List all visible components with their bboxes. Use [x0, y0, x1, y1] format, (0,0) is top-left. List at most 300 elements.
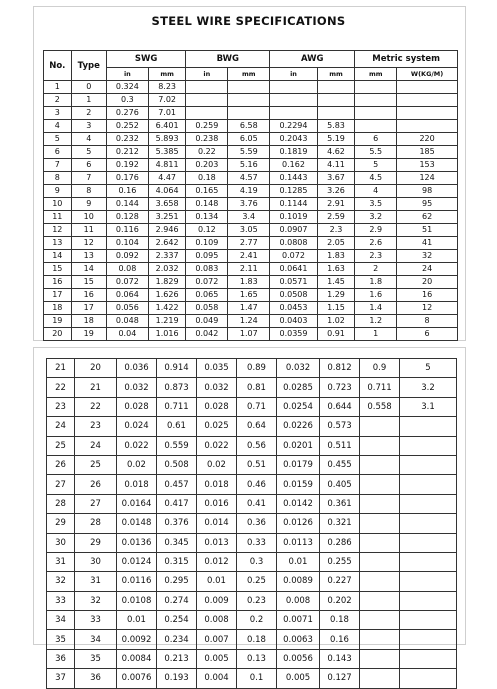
table-row	[44, 211, 458, 224]
table-cell: 153	[397, 159, 458, 172]
table-cell: 5.16	[228, 159, 270, 172]
table-row	[47, 475, 457, 494]
header-awg: AWG	[270, 51, 355, 68]
table-cell: 29	[47, 514, 75, 533]
table-cell: 3	[71, 120, 106, 133]
table-cell: 0.2294	[270, 120, 317, 133]
table-row	[47, 572, 457, 591]
table-cell: 1.4	[355, 302, 397, 315]
table-cell: 34	[47, 611, 75, 630]
table-row	[44, 185, 458, 198]
table-cell	[317, 107, 355, 120]
table-cell: 10	[71, 211, 106, 224]
table-cell	[317, 81, 355, 94]
table-cell: 32	[75, 591, 117, 610]
table-cell: 27	[75, 494, 117, 513]
table-cell: 0.0808	[270, 237, 317, 250]
table-cell: 0.128	[106, 211, 148, 224]
table-cell: 32	[397, 250, 458, 263]
table-cell	[228, 107, 270, 120]
table-cell: 1	[71, 94, 106, 107]
table-cell	[360, 611, 400, 630]
table-cell: 5.893	[148, 133, 186, 146]
table-row	[47, 649, 457, 668]
table-cell: 2.11	[228, 263, 270, 276]
table-cell: 0.072	[270, 250, 317, 263]
table-cell: 1.63	[317, 263, 355, 276]
table-cell: 20	[397, 276, 458, 289]
table-cell: 0.46	[237, 475, 277, 494]
table-cell: 5.83	[317, 120, 355, 133]
table-cell: 32	[47, 572, 75, 591]
table-cell: 0.1443	[270, 172, 317, 185]
table-cell: 2.6	[355, 237, 397, 250]
table-cell: 0.144	[106, 198, 148, 211]
table-cell: 1.83	[317, 250, 355, 263]
table-cell: 0.0285	[277, 378, 320, 397]
table-cell: 0.18	[320, 611, 360, 630]
wire-spec-table-top	[43, 50, 458, 341]
table-cell: 0.065	[186, 289, 228, 302]
table-cell	[360, 436, 400, 455]
table-row	[47, 359, 457, 378]
table-cell: 3.2	[400, 378, 457, 397]
table-cell	[400, 669, 457, 688]
table-cell: 0.0179	[277, 455, 320, 474]
table-cell	[360, 494, 400, 513]
table-cell: 62	[397, 211, 458, 224]
table-cell: 1.47	[228, 302, 270, 315]
table-cell: 1.8	[355, 276, 397, 289]
table-cell: 0.255	[320, 552, 360, 571]
table-row	[47, 591, 457, 610]
table-cell: 0.032	[117, 378, 157, 397]
table-cell: 0.711	[157, 397, 197, 416]
table-cell: 0.009	[197, 591, 237, 610]
table-row	[47, 611, 457, 630]
table-cell: 1.45	[317, 276, 355, 289]
table-cell: 0.558	[360, 397, 400, 416]
table-cell: 0.254	[157, 611, 197, 630]
table-cell: 11	[71, 224, 106, 237]
table-cell: 0.032	[197, 378, 237, 397]
table-cell: 0.0159	[277, 475, 320, 494]
table-cell: 21	[75, 378, 117, 397]
table-cell: 0.508	[157, 455, 197, 474]
table-cell: 0.022	[197, 436, 237, 455]
table-cell: 2.9	[355, 224, 397, 237]
table-cell: 9	[44, 185, 72, 198]
table-cell: 0.33	[237, 533, 277, 552]
table-cell	[360, 630, 400, 649]
table-cell	[360, 475, 400, 494]
table-cell: 2.3	[317, 224, 355, 237]
table-row	[47, 494, 457, 513]
table-cell	[400, 455, 457, 474]
table-cell: 0.056	[106, 302, 148, 315]
page-title: STEEL WIRE SPECIFICATIONS	[151, 14, 346, 28]
table-row	[44, 133, 458, 146]
table-cell: 16	[71, 289, 106, 302]
table-cell: 0.004	[197, 669, 237, 688]
table-row	[47, 455, 457, 474]
table-cell: 24	[47, 417, 75, 436]
table-cell: 17	[71, 302, 106, 315]
table-cell: 0.573	[320, 417, 360, 436]
table-cell: 6	[44, 146, 72, 159]
table-cell: 0.042	[186, 328, 228, 341]
table-cell: 4	[355, 185, 397, 198]
table-cell: 0.0254	[277, 397, 320, 416]
table-cell: 0.812	[320, 359, 360, 378]
table-cell: 0.0226	[277, 417, 320, 436]
table-row	[47, 552, 457, 571]
table-cell	[360, 572, 400, 591]
table-cell: 15	[44, 263, 72, 276]
table-cell: 4.57	[228, 172, 270, 185]
table-cell: 5	[71, 146, 106, 159]
table-cell: 3.251	[148, 211, 186, 224]
table-cell: 0.0136	[117, 533, 157, 552]
table-cell: 7	[44, 159, 72, 172]
table-cell: 26	[47, 455, 75, 474]
table-cell: 2.91	[317, 198, 355, 211]
table-cell: 28	[75, 514, 117, 533]
table-cell: 18	[71, 315, 106, 328]
table-cell: 0.0092	[117, 630, 157, 649]
table-cell	[270, 81, 317, 94]
table-cell	[397, 94, 458, 107]
table-header	[44, 51, 458, 81]
table-cell: 0.2	[237, 611, 277, 630]
table-cell: 0.0063	[277, 630, 320, 649]
table-cell: 0.81	[237, 378, 277, 397]
table-cell: 0.315	[157, 552, 197, 571]
table-row	[44, 328, 458, 341]
table-cell: 14	[44, 250, 72, 263]
table-cell: 0.61	[157, 417, 197, 436]
table-cell: 0.016	[197, 494, 237, 513]
table-cell: 0.095	[186, 250, 228, 263]
table-cell: 30	[47, 533, 75, 552]
table-cell: 0.16	[106, 185, 148, 198]
table-cell: 0.0116	[117, 572, 157, 591]
table-cell: 0.01	[277, 552, 320, 571]
table-cell: 7.01	[148, 107, 186, 120]
table-cell: 20	[44, 328, 72, 341]
table-cell: 6	[397, 328, 458, 341]
table-cell: 0.022	[117, 436, 157, 455]
table-cell: 0.227	[320, 572, 360, 591]
table-cell: 0.0907	[270, 224, 317, 237]
table-row	[44, 172, 458, 185]
table-cell: 124	[397, 172, 458, 185]
table-cell: 0.511	[320, 436, 360, 455]
table-cell: 0.238	[186, 133, 228, 146]
table-cell: 1.2	[355, 315, 397, 328]
table-cell: 0.1	[237, 669, 277, 688]
table-cell: 0.109	[186, 237, 228, 250]
table-cell: 0.0508	[270, 289, 317, 302]
table-cell: 5	[44, 133, 72, 146]
table-cell: 0.276	[106, 107, 148, 120]
table-cell: 0.134	[186, 211, 228, 224]
table-cell: 0.092	[106, 250, 148, 263]
table-cell: 3.4	[228, 211, 270, 224]
table-cell: 0.202	[320, 591, 360, 610]
table-cell: 4.62	[317, 146, 355, 159]
table-cell: 0.143	[320, 649, 360, 668]
table-cell: 0.192	[106, 159, 148, 172]
table-row	[47, 630, 457, 649]
table-cell: 5.19	[317, 133, 355, 146]
table-cell: 0.116	[106, 224, 148, 237]
table-cell	[270, 94, 317, 107]
table-cell: 5	[400, 359, 457, 378]
table-cell: 6.05	[228, 133, 270, 146]
table-cell: 1	[355, 328, 397, 341]
table-row	[47, 533, 457, 552]
table-cell: 25	[47, 436, 75, 455]
table-cell: 1.219	[148, 315, 186, 328]
table-cell: 18	[44, 302, 72, 315]
table-cell: 13	[44, 237, 72, 250]
table-row	[44, 159, 458, 172]
table-cell: 0.457	[157, 475, 197, 494]
table-cell: 11	[44, 211, 72, 224]
table-cell: 3	[44, 107, 72, 120]
table-cell: 4.11	[317, 159, 355, 172]
table-cell: 0.0056	[277, 649, 320, 668]
table-cell: 0.072	[186, 276, 228, 289]
table-cell: 0.2043	[270, 133, 317, 146]
table-cell: 0.0084	[117, 649, 157, 668]
table-cell: 0.0126	[277, 514, 320, 533]
table-body-top	[44, 81, 458, 341]
table-cell	[400, 436, 457, 455]
table-cell: 1.29	[317, 289, 355, 302]
table-cell: 0.083	[186, 263, 228, 276]
subheader-swg-mm: mm	[148, 68, 186, 81]
table-cell: 1.24	[228, 315, 270, 328]
table-cell	[360, 455, 400, 474]
table-cell: 3.05	[228, 224, 270, 237]
table-cell	[317, 94, 355, 107]
table-cell: 0.013	[197, 533, 237, 552]
table-cell: 0.321	[320, 514, 360, 533]
subheader-bwg-mm: mm	[228, 68, 270, 81]
table-cell	[270, 107, 317, 120]
table-cell: 3.658	[148, 198, 186, 211]
table-cell: 22	[75, 397, 117, 416]
table-cell: 0.295	[157, 572, 197, 591]
table-cell: 0.018	[197, 475, 237, 494]
table-cell: 0.252	[106, 120, 148, 133]
table-cell: 0.274	[157, 591, 197, 610]
table-cell: 0.455	[320, 455, 360, 474]
table-cell: 2.41	[228, 250, 270, 263]
table-row	[44, 250, 458, 263]
table-cell: 1.83	[228, 276, 270, 289]
table-cell: 0.56	[237, 436, 277, 455]
table-cell: 1.02	[317, 315, 355, 328]
table-cell: 0.873	[157, 378, 197, 397]
table-cell: 36	[75, 669, 117, 688]
table-cell: 0.3	[237, 552, 277, 571]
table-cell: 0.25	[237, 572, 277, 591]
table-cell: 0.64	[237, 417, 277, 436]
table-cell	[360, 514, 400, 533]
table-cell: 25	[75, 455, 117, 474]
table-cell: 0.723	[320, 378, 360, 397]
table-cell: 0.9	[360, 359, 400, 378]
table-row	[44, 107, 458, 120]
table-cell: 19	[44, 315, 72, 328]
table-cell: 0.1819	[270, 146, 317, 159]
table-cell: 0.08	[106, 263, 148, 276]
table-cell: 24	[75, 436, 117, 455]
table-cell: 6	[71, 159, 106, 172]
table-cell: 0.644	[320, 397, 360, 416]
table-cell: 28	[47, 494, 75, 513]
table-row	[44, 302, 458, 315]
table-cell	[400, 475, 457, 494]
table-cell: 1.829	[148, 276, 186, 289]
table-row	[44, 94, 458, 107]
table-cell	[355, 94, 397, 107]
table-cell: 8.23	[148, 81, 186, 94]
table-cell: 0.049	[186, 315, 228, 328]
subheader-awg-mm: mm	[317, 68, 355, 81]
table-cell: 0.0113	[277, 533, 320, 552]
table-cell: 12	[44, 224, 72, 237]
table-cell: 0.01	[117, 611, 157, 630]
table-cell: 0.04	[106, 328, 148, 341]
table-cell	[400, 591, 457, 610]
table-cell: 5.5	[355, 146, 397, 159]
table-cell: 2.032	[148, 263, 186, 276]
table-cell: 2.77	[228, 237, 270, 250]
table-row	[44, 198, 458, 211]
table-row	[44, 81, 458, 94]
table-cell: 0.212	[106, 146, 148, 159]
table-row	[44, 146, 458, 159]
table-cell: 0.234	[157, 630, 197, 649]
table-cell: 0.203	[186, 159, 228, 172]
subheader-awg-in: in	[270, 68, 317, 81]
table-cell: 0.01	[197, 572, 237, 591]
table-cell: 14	[71, 263, 106, 276]
table-cell: 5.59	[228, 146, 270, 159]
table-cell: 0.324	[106, 81, 148, 94]
table-cell: 0.3	[106, 94, 148, 107]
table-cell: 0.148	[186, 198, 228, 211]
header-bwg: BWG	[186, 51, 270, 68]
table-cell: 0.0071	[277, 611, 320, 630]
table-cell: 0	[71, 81, 106, 94]
table-cell: 2.05	[317, 237, 355, 250]
table-cell	[400, 552, 457, 571]
subheader-metric-w: W(KG/M)	[397, 68, 458, 81]
table-cell: 30	[75, 552, 117, 571]
table-cell: 4.811	[148, 159, 186, 172]
table-cell: 0.162	[270, 159, 317, 172]
table-cell: 15	[71, 276, 106, 289]
table-cell	[186, 107, 228, 120]
table-cell: 26	[75, 475, 117, 494]
table-cell: 23	[75, 417, 117, 436]
table-cell: 0.711	[360, 378, 400, 397]
table-cell: 21	[47, 359, 75, 378]
table-cell: 8	[44, 172, 72, 185]
table-cell: 2.642	[148, 237, 186, 250]
table-cell: 36	[47, 649, 75, 668]
table-cell: 24	[397, 263, 458, 276]
table-cell: 0.345	[157, 533, 197, 552]
table-cell	[360, 417, 400, 436]
table-cell	[228, 94, 270, 107]
table-row	[44, 120, 458, 133]
table-cell: 0.0453	[270, 302, 317, 315]
table-cell: 22	[47, 378, 75, 397]
table-cell: 27	[47, 475, 75, 494]
table-cell	[360, 649, 400, 668]
table-cell: 0.51	[237, 455, 277, 474]
table-cell: 0.0089	[277, 572, 320, 591]
table-cell: 0.0641	[270, 263, 317, 276]
table-row	[47, 378, 457, 397]
table-cell: 220	[397, 133, 458, 146]
table-cell: 0.025	[197, 417, 237, 436]
table-cell: 0.417	[157, 494, 197, 513]
table-cell: 2.337	[148, 250, 186, 263]
table-cell	[360, 552, 400, 571]
table-cell: 8	[71, 185, 106, 198]
table-cell: 3.2	[355, 211, 397, 224]
table-cell: 0.259	[186, 120, 228, 133]
table-cell	[397, 120, 458, 133]
table-row	[47, 397, 457, 416]
table-row	[44, 224, 458, 237]
table-cell	[400, 417, 457, 436]
table-row	[44, 263, 458, 276]
table-cell: 0.22	[186, 146, 228, 159]
table-cell: 0.007	[197, 630, 237, 649]
table-cell: 5.385	[148, 146, 186, 159]
table-cell: 0.193	[157, 669, 197, 688]
header-no: No.	[44, 51, 72, 81]
table-cell: 0.048	[106, 315, 148, 328]
table-cell: 0.361	[320, 494, 360, 513]
table-cell: 2.3	[355, 250, 397, 263]
table-cell: 33	[47, 591, 75, 610]
table-cell: 1.07	[228, 328, 270, 341]
table-cell: 0.02	[197, 455, 237, 474]
table-cell	[360, 669, 400, 688]
table-cell: 0.176	[106, 172, 148, 185]
table-cell	[355, 120, 397, 133]
table-cell: 6.58	[228, 120, 270, 133]
table-cell: 9	[71, 198, 106, 211]
table-cell: 0.02	[117, 455, 157, 474]
subheader-swg-in: in	[106, 68, 148, 81]
table-cell: 0.032	[277, 359, 320, 378]
table-cell: 0.0142	[277, 494, 320, 513]
table-cell: 3.67	[317, 172, 355, 185]
table-cell	[400, 494, 457, 513]
table-cell: 16	[44, 276, 72, 289]
table-cell: 41	[397, 237, 458, 250]
